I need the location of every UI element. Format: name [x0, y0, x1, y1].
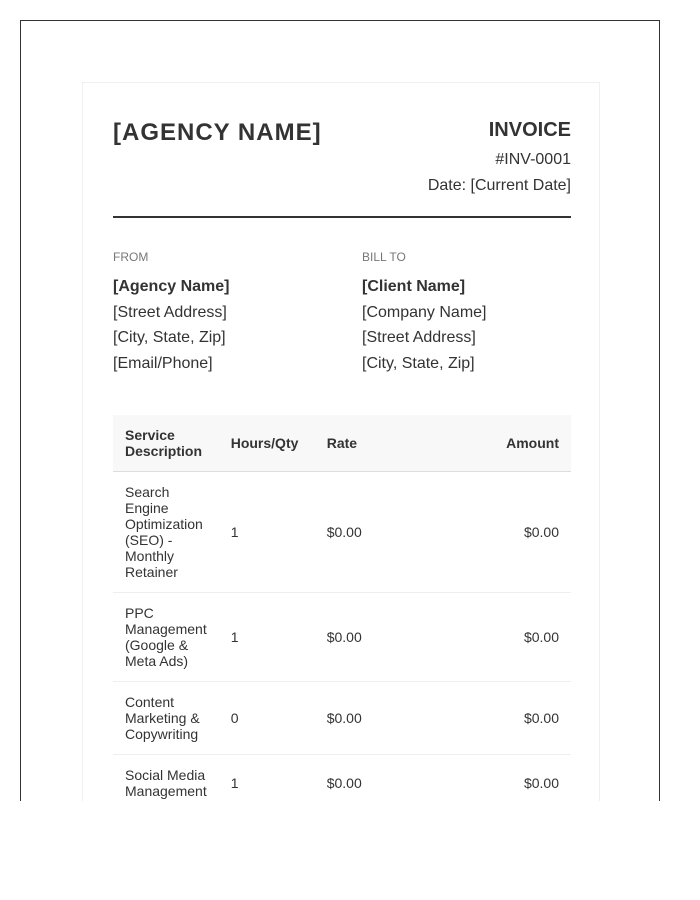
bill-to-heading: BILL TO: [362, 250, 406, 264]
row-rate: $0.00: [315, 755, 435, 802]
from-heading: FROM: [113, 250, 149, 264]
bill-to-company-name: [Company Name]: [362, 303, 487, 321]
bill-to-section: [362, 249, 582, 376]
row-amount: $0.00: [435, 682, 571, 755]
invoice-label: INVOICE: [488, 119, 571, 141]
row-amount: $0.00: [435, 755, 571, 802]
from-agency-name: [Agency Name]: [113, 278, 230, 295]
row-amount: $0.00: [435, 472, 571, 593]
row-description: Search Engine Optimization (SEO) - Monthly Retainer: [113, 472, 219, 593]
header-divider: [113, 216, 571, 218]
row-description: Social Media Management: [113, 755, 219, 802]
row-rate: $0.00: [315, 593, 435, 682]
row-qty: 0: [219, 682, 315, 755]
bill-to-city-state-zip: [City, State, Zip]: [362, 354, 475, 372]
table-row: [113, 755, 571, 802]
from-street-address: [Street Address]: [113, 303, 227, 321]
column-header-amount: Amount: [435, 415, 571, 472]
from-section: [113, 249, 333, 376]
table-header-row: [113, 415, 571, 472]
from-email-phone: [Email/Phone]: [113, 354, 213, 372]
bill-to-client-name: [Client Name]: [362, 278, 466, 295]
row-qty: 1: [219, 755, 315, 802]
column-header-description: Service Description: [113, 415, 219, 472]
from-city-state-zip: [City, State, Zip]: [113, 329, 226, 346]
table-row: [113, 472, 571, 593]
row-description: Content Marketing & Copywriting: [113, 682, 219, 755]
row-amount: $0.00: [435, 593, 571, 682]
bill-to-street-address: [Street Address]: [362, 329, 476, 346]
column-header-qty: Hours/Qty: [219, 415, 315, 472]
invoice-container: [82, 82, 600, 801]
row-rate: $0.00: [315, 682, 435, 755]
document-page: [20, 20, 660, 801]
row-qty: 1: [219, 472, 315, 593]
table-row: [113, 593, 571, 682]
row-rate: $0.00: [315, 472, 435, 593]
row-description: PPC Management (Google & Meta Ads): [113, 593, 219, 682]
row-qty: 1: [219, 593, 315, 682]
invoice-number: #INV-0001: [495, 151, 571, 168]
invoice-date: Date: [Current Date]: [427, 177, 571, 194]
line-items-table: [113, 415, 571, 801]
table-row: [113, 682, 571, 755]
column-header-rate: Rate: [315, 415, 435, 472]
agency-name-title: [AGENCY NAME]: [113, 119, 322, 146]
invoice-meta: [311, 119, 571, 199]
